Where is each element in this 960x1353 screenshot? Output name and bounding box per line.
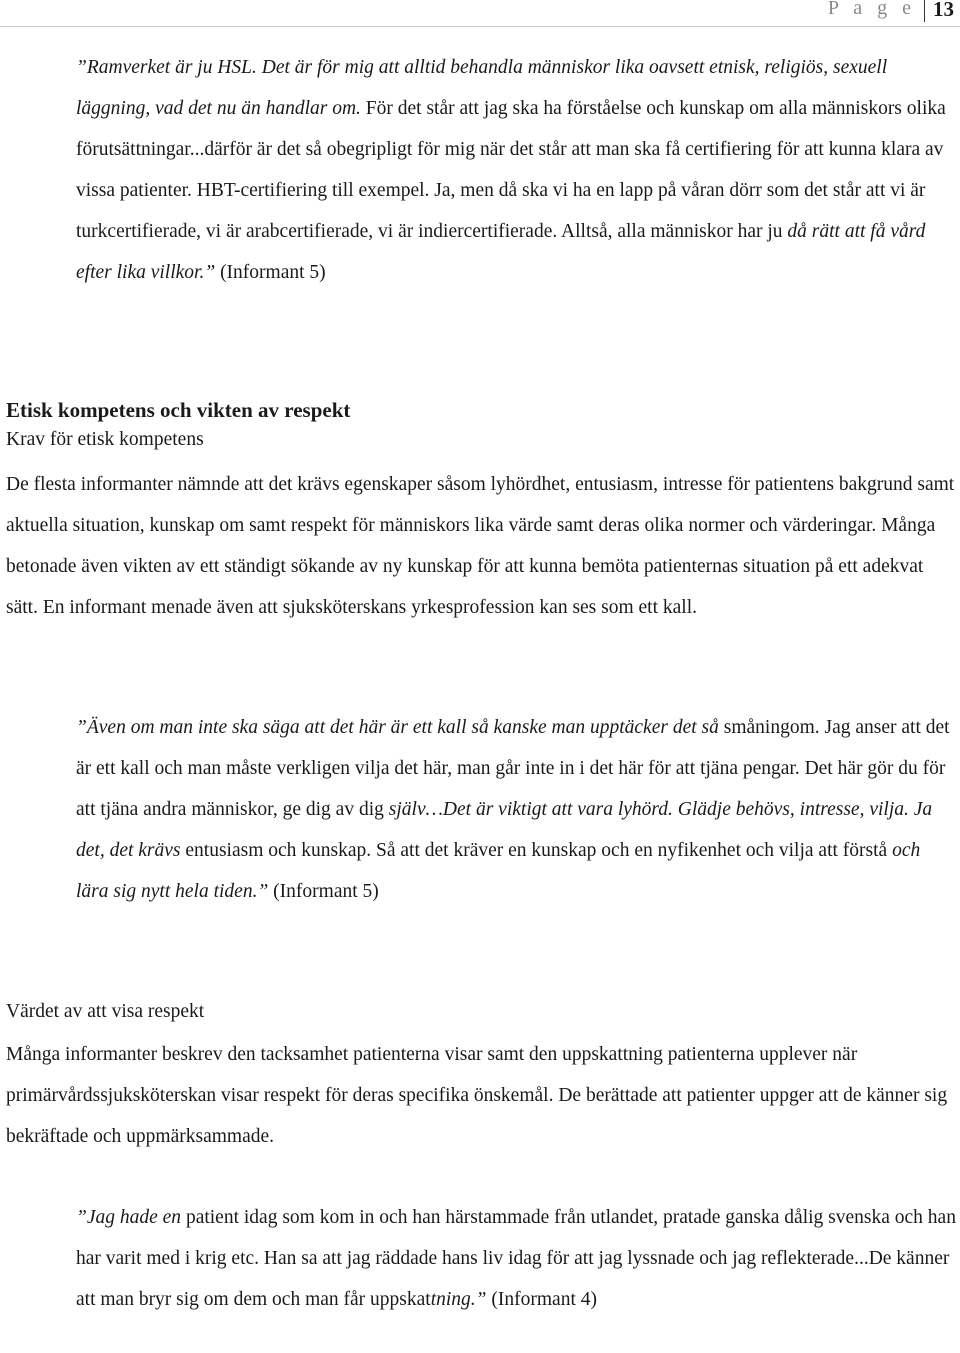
paragraph-respect: Många informanter beskrev den tacksamhet patienterna visar samt den uppskattning patienterna upplever när primärvårdssjuksköterskan visar respekt för deras specifika önskemål. De berättade att patienter uppger att de känner sig bekräftade och uppmärksammade.	[6, 1044, 948, 1147]
quote-1-text: För det står att jag ska ha förståelse och kunskap om alla människors olika förutsättningar...därför är det så obegripligt för mig när det står att man ska få certifiering för att kunna klara av vissa patienter. HBT-certifiering till exempel. Ja, men då ska vi ha en lapp på våran dörr som det står att vi är turkcertifierade, vi är arabcertifierade, vi är indiercertifierade. Alltså, alla människor har ju	[76, 98, 946, 242]
quote-1-italic: ”Ramverket är ju HSL. Det är för mig att alltid behandla människor lika oavsett etnisk, religiös, sexuell läggning, vad det nu än handlar om.	[76, 57, 888, 119]
quote-3-source: (Informant 4)	[486, 1289, 597, 1310]
subheading-respect: Värdet av att visa respekt	[6, 1001, 205, 1022]
quote-2-source: (Informant 5)	[268, 881, 379, 902]
subheading-ethical-competence: Krav för etisk kompetens	[6, 429, 204, 450]
quote-3-italic-1: ”Jag hade en	[76, 1207, 182, 1228]
paragraph-ethical-competence: De flesta informanter nämnde att det krävs egenskaper såsom lyhördhet, entusiasm, intresse för patientens bakgrund samt aktuella situation, kunskap om samt respekt för människors lika värde samt deras olika normer och värderingar. Många betonade även vikten av ett ständigt sökande av ny kunskap för att kunna bemöta patienternas situation på ett adekvat sätt. En informant menade även att sjuksköterskans yrkesprofession kan ses som ett kall.	[6, 474, 955, 618]
informant-quote-1	[76, 47, 956, 293]
quote-2-text-2: entusiasm och kunskap. Så att det kräver en kunskap och en nyfikenhet och vilja att förstå	[180, 840, 893, 861]
page-label: P a g e	[827, 0, 916, 19]
section-heading: Etisk kompetens och vikten av respekt	[6, 398, 351, 422]
quote-2-italic-3: och lära sig nytt hela tiden.”	[76, 840, 921, 902]
page-number: 13	[933, 0, 954, 21]
quote-1-source: (Informant 5)	[215, 262, 326, 283]
quote-3-italic-2: tning.”	[430, 1289, 487, 1310]
page-header	[0, 0, 960, 27]
quote-2-italic-1: ”Även om man inte ska säga att det här är ett kall så kanske man upptäcker det så	[76, 717, 719, 738]
quote-2-text-1: småningom. Jag anser att det är ett kall och man måste verkligen vilja det här, man går inte in i det här för att tjäna pengar. Det här gör du för att tjäna andra människor, ge dig av dig	[76, 717, 950, 820]
informant-quote-3	[76, 1197, 956, 1320]
informant-quote-2	[76, 707, 956, 912]
quote-3-text: patient idag som kom in och han härstammade från utlandet, pratade ganska dålig svenska och han har varit med i krig etc. Han sa att jag räddade hans liv idag för att jag lyssnade och jag reflekterade...De känner att man bryr sig om dem och man får uppskat	[76, 1207, 956, 1310]
page-separator	[924, 0, 925, 22]
quote-1-italic-end: då rätt att få vård efter lika villkor.”	[76, 221, 926, 283]
quote-2-italic-2: själv…Det är viktigt att vara lyhörd. Glädje behövs, intresse, vilja. Ja det, det krävs	[76, 799, 933, 861]
